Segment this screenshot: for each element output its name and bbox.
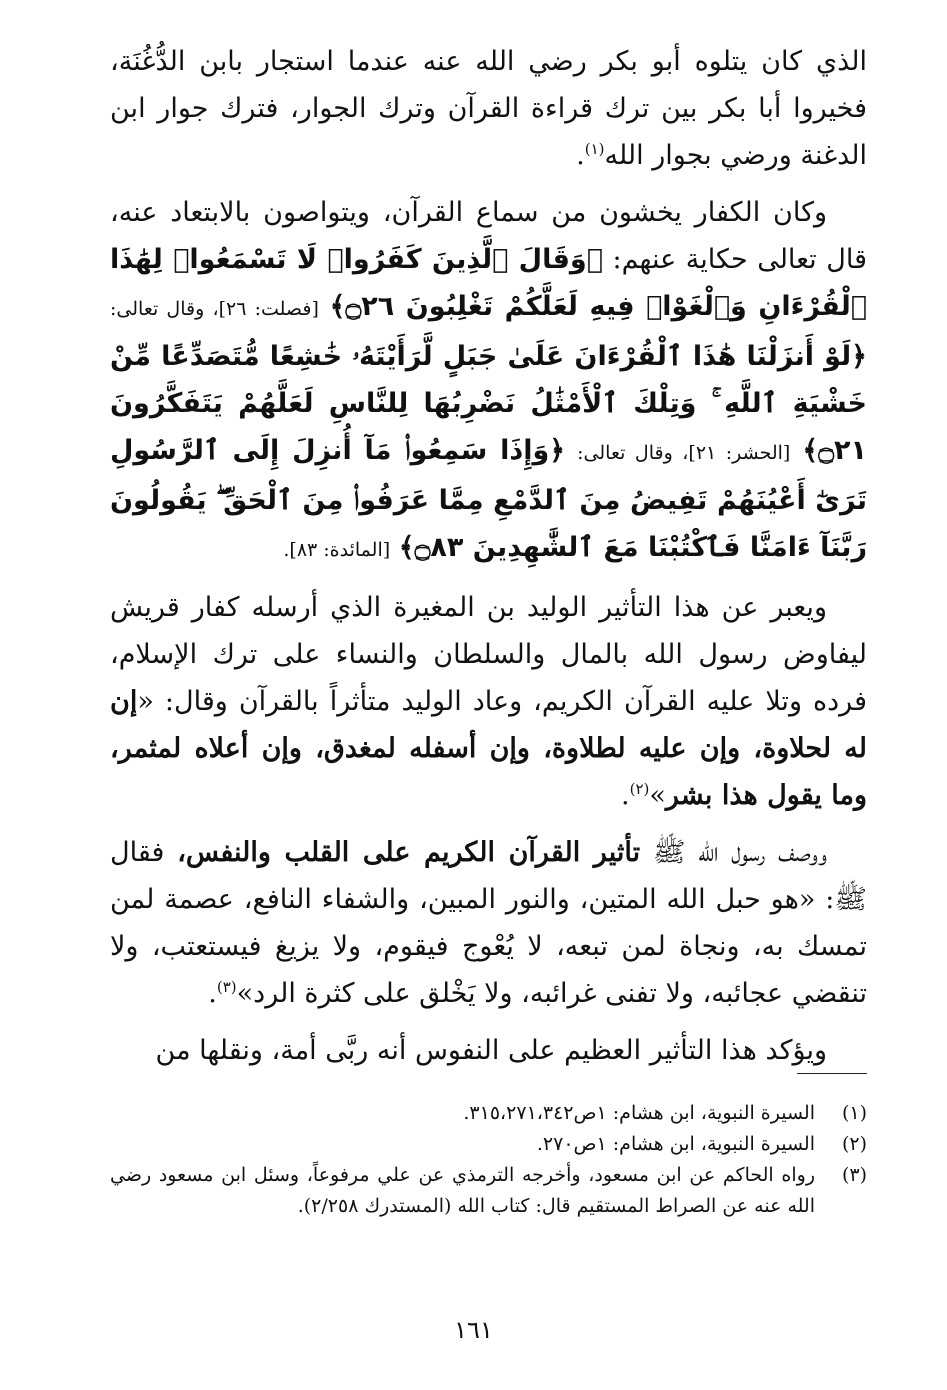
- footnote-separator: [797, 1073, 867, 1074]
- paragraph-5-text: ويؤكد هذا التأثير العظيم على النفوس أنه ربَّى أمة، ونقلها من: [155, 1035, 827, 1066]
- footnote-number: (٢): [841, 1133, 867, 1155]
- paragraph-2: [110, 189, 867, 574]
- verse-reference-maidah: [المائدة: ٨٣].: [283, 539, 391, 561]
- paragraph-4-end: .: [208, 978, 217, 1009]
- footnote-text: رواه الحاكم عن ابن مسعود، وأخرجه الترمذي عن علي مرفوعاً، وسئل ابن مسعود رضي الله عنه عن الصراط المستقيم قال: كتاب الله (المستدرك ٢/٢٥٨).: [110, 1164, 816, 1217]
- paragraph-3-end: .: [621, 780, 630, 811]
- paragraph-3-text: ويعبر عن هذا التأثير الوليد بن المغيرة الذي أرسله كفار قريش ليفاوض رسول الله بالمال والسلطان والنساء على ترك الإسلام، فرده وتلا عليه القرآن الكريم، وعاد الوليد متأثراً بالقرآن وقال: «: [110, 592, 867, 717]
- footnote-number: (٣): [841, 1164, 867, 1186]
- paragraph-4-start: ووصف رسول الله ﷺ: [652, 837, 827, 868]
- footnote-3: [110, 1160, 867, 1222]
- footnotes: [110, 1098, 867, 1222]
- quran-verse-fussilat: ﴿وَقَالَ ٱلَّذِينَ كَفَرُوا۟ لَا تَسْمَعُوا۟ لِهَٰذَا ٱلْقُرْءَانِ وَٱلْغَوْا۟ فِيهِ لَعَلَّكُمْ تَغْلِبُونَ ۝٢٦﴾: [110, 244, 868, 322]
- paragraph-1-text: الذي كان يتلوه أبو بكر رضي الله عنه عندما استجار بابن الدُّغُنَة، فخيروا أبا بكر بين ترك قراءة القرآن وترك الجوار، فترك جوار ابن الدغنة ورضي بجوار الله: [110, 46, 867, 171]
- paragraph-1: [110, 38, 867, 179]
- walid-quote: إن له لحلاوة، وإن عليه لطلاوة، وإن أسفله لمغدق، وإن أعلاه لمثمر، وما يقول هذا بشر: [110, 686, 867, 811]
- paragraph-3-close-quote: »: [649, 780, 666, 811]
- paragraph-5: [110, 1027, 867, 1074]
- paragraph-2-intro: وكان الكفار يخشون من سماع القرآن، ويتواصون بالابتعاد عنه، قال تعالى حكاية عنهم:: [110, 197, 867, 275]
- footnote-1: [110, 1098, 867, 1129]
- footnote-2: [110, 1129, 867, 1160]
- footnote-ref-3[interactable]: (٣): [216, 978, 237, 996]
- page-number: ١٦١: [454, 1316, 493, 1344]
- verse-reference-fussilat: [فصلت: ٢٦]، وقال تعالى:: [110, 298, 319, 320]
- footnote-text: السيرة النبوية، ابن هشام: ١ص٢٧٠.: [536, 1133, 815, 1155]
- footnote-number: (١): [841, 1102, 867, 1124]
- verse-reference-hashr: [الحشر: ٢١]، وقال تعالى:: [577, 442, 791, 464]
- paragraph-4-bold: تأثير القرآن الكريم على القلب والنفس،: [177, 837, 641, 868]
- quran-verse-hashr: ﴿لَوْ أَنزَلْنَا هَٰذَا ٱلْقُرْءَانَ عَلَىٰ جَبَلٍ لَّرَأَيْتَهُۥ خَٰشِعًا مُّتَصَدِّعًا مِّنْ خَشْيَةِ ٱللَّهِ ۚ وَتِلْكَ ٱلْأَمْثَٰلُ نَضْرِبُهَا لِلنَّاسِ لَعَلَّهُمْ يَتَفَكَّرُونَ ۝٢١﴾: [110, 341, 867, 466]
- paragraph-1-end: .: [576, 140, 585, 171]
- paragraph-3: [110, 584, 867, 819]
- footnote-ref-2[interactable]: (٢): [629, 780, 650, 798]
- paragraph-4: [110, 829, 867, 1017]
- footnote-text: السيرة النبوية، ابن هشام: ١ص٣١٥،٢٧١،٣٤٢.: [463, 1102, 815, 1124]
- quran-verse-maidah: ﴿وَإِذَا سَمِعُوا۟ مَآ أُنزِلَ إِلَى ٱلرَّسُولِ تَرَىٰٓ أَعْيُنَهُمْ تَفِيضُ مِنَ ٱلدَّمْعِ مِمَّا عَرَفُوا۟ مِنَ ٱلْحَقِّ ۖ يَقُولُونَ رَبَّنَآ ءَامَنَّا فَٱكْتُبْنَا مَعَ ٱلشَّٰهِدِينَ ۝٨٣﴾: [110, 435, 867, 563]
- footnote-ref-1[interactable]: (١): [584, 140, 605, 158]
- paragraph-4-rest: فقال ﷺ: «هو حبل الله المتين، والنور المبين، والشفاء النافع، عصمة لمن تمسك به، ونجاة لمن تبعه، لا يُعْوج فيقوم، ولا يزيغ فيستعتب، ولا تنقضي عجائبه، ولا تفنى غرائبه، ولا يَخْلق على كثرة الرد»: [110, 837, 867, 1009]
